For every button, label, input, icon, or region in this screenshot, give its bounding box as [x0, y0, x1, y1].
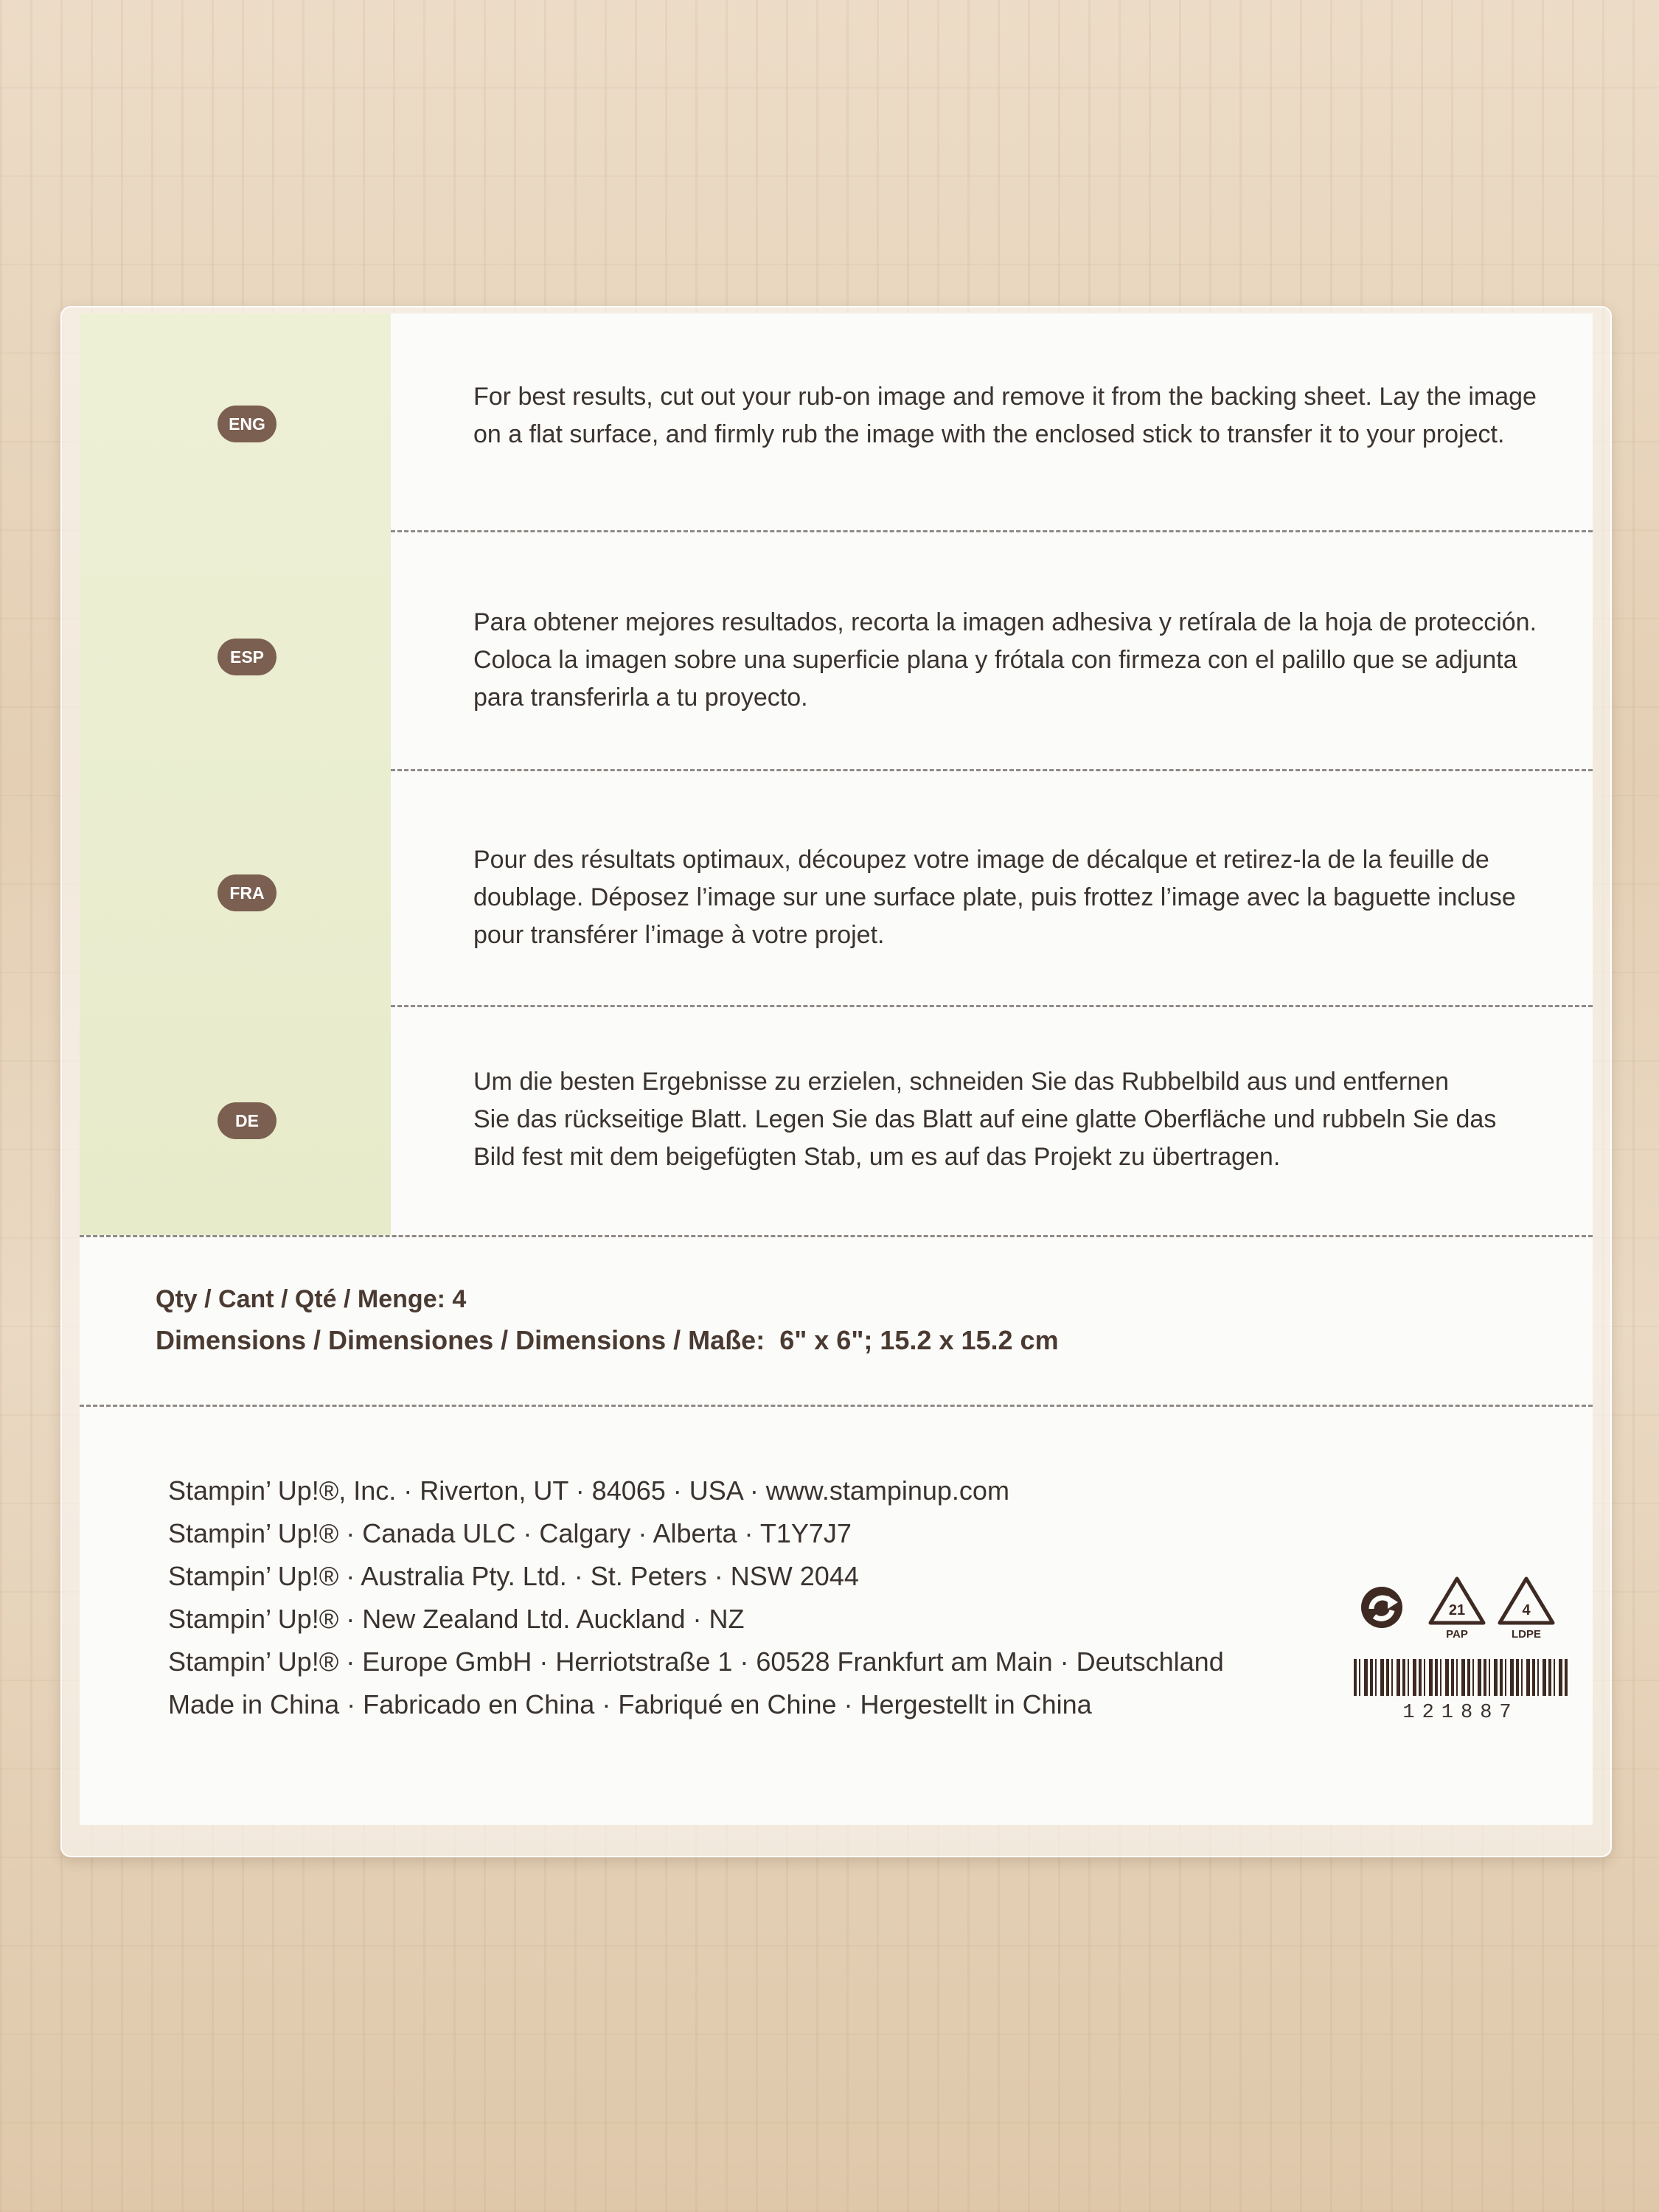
instruction-line: Para obtener mejores resultados, recorta la imagen adhesiva y retírala de la hoja de protección.	[473, 608, 1537, 636]
address-line: Stampin’ Up!® · New Zealand Ltd. Auckland · NZ	[168, 1604, 745, 1634]
instructions-fra	[473, 841, 1550, 954]
instruction-line: Um die besten Ergebnisse zu erzielen, schneiden Sie das Rubbelbild aus und entfernen	[473, 1068, 1450, 1096]
section-divider	[80, 1235, 1593, 1237]
instruction-line: Pour des résultats optimaux, découpez votre image de décalque et retirez-la de la feuille de	[473, 846, 1489, 874]
section-divider	[80, 1405, 1593, 1407]
address-line: Stampin’ Up!® · Canada ULC · Calgary · Alberta · T1Y7J7	[168, 1518, 852, 1548]
section-divider	[391, 1005, 1593, 1007]
product-card-back	[80, 313, 1593, 1825]
instruction-line: Bild fest mit dem beigefügten Stab, um es auf das Projekt zu übertragen.	[473, 1143, 1281, 1171]
recycle-label: LDPE	[1511, 1628, 1542, 1641]
instruction-line: on a flat surface, and firmly rub the image with the enclosed stick to transfer it to your project.	[473, 420, 1505, 448]
recycle-arrow-icon	[1352, 1578, 1411, 1637]
recycle-triangle-icon	[1495, 1574, 1557, 1641]
address-line: Stampin’ Up!® · Australia Pty. Ltd. · St. Peters · NSW 2044	[168, 1561, 859, 1591]
recycle-number: 4	[1522, 1602, 1531, 1618]
dimensions-label: Dimensions / Dimensiones / Dimensions / Maße: 6" x 6"; 15.2 x 15.2 cm	[156, 1325, 1059, 1355]
instructions-de	[473, 1063, 1550, 1176]
badge-esp: ESP	[218, 639, 276, 675]
barcode-number: 121887	[1402, 1702, 1519, 1724]
address-line: Stampin’ Up!® · Europe GmbH · Herriotstraße 1 · 60528 Frankfurt am Main · Deutschland	[168, 1646, 1224, 1677]
instruction-line: para transferirla a tu proyecto.	[473, 684, 808, 712]
instructions-eng	[473, 378, 1550, 453]
instruction-line: doublage. Déposez l’image sur une surface plate, puis frottez l’image avec la baguette incluse	[473, 883, 1516, 911]
instruction-line: Sie das rückseitige Blatt. Legen Sie das Blatt auf eine glatte Oberfläche und rubbeln Sie das	[473, 1105, 1497, 1133]
badge-eng: ENG	[218, 406, 276, 442]
language-band	[80, 313, 391, 1235]
recycle-label: PAP	[1446, 1628, 1468, 1641]
recycle-triangle-icon	[1426, 1574, 1488, 1641]
address-line: Made in China · Fabricado en China · Fabriqué en Chine · Hergestellt in China	[168, 1689, 1092, 1719]
badge-de: DE	[218, 1102, 276, 1139]
badge-fra: FRA	[218, 874, 276, 911]
recycle-number: 21	[1448, 1602, 1466, 1618]
section-divider	[391, 769, 1593, 771]
instruction-line: pour transférer l’image à votre projet.	[473, 921, 885, 949]
section-divider	[391, 530, 1593, 532]
address-line: Stampin’ Up!®, Inc. · Riverton, UT · 84065 · USA · www.stampinup.com	[168, 1475, 1009, 1506]
instructions-esp	[473, 604, 1550, 717]
quantity-label: Qty / Cant / Qté / Menge: 4	[156, 1285, 467, 1313]
instruction-line: Coloca la imagen sobre una superficie plana y frótala con firmeza con el palillo que se adjunta	[473, 646, 1517, 674]
barcode	[1354, 1659, 1568, 1696]
instruction-line: For best results, cut out your rub-on image and remove it from the backing sheet. Lay the image	[473, 383, 1537, 411]
company-addresses	[168, 1470, 1274, 1726]
